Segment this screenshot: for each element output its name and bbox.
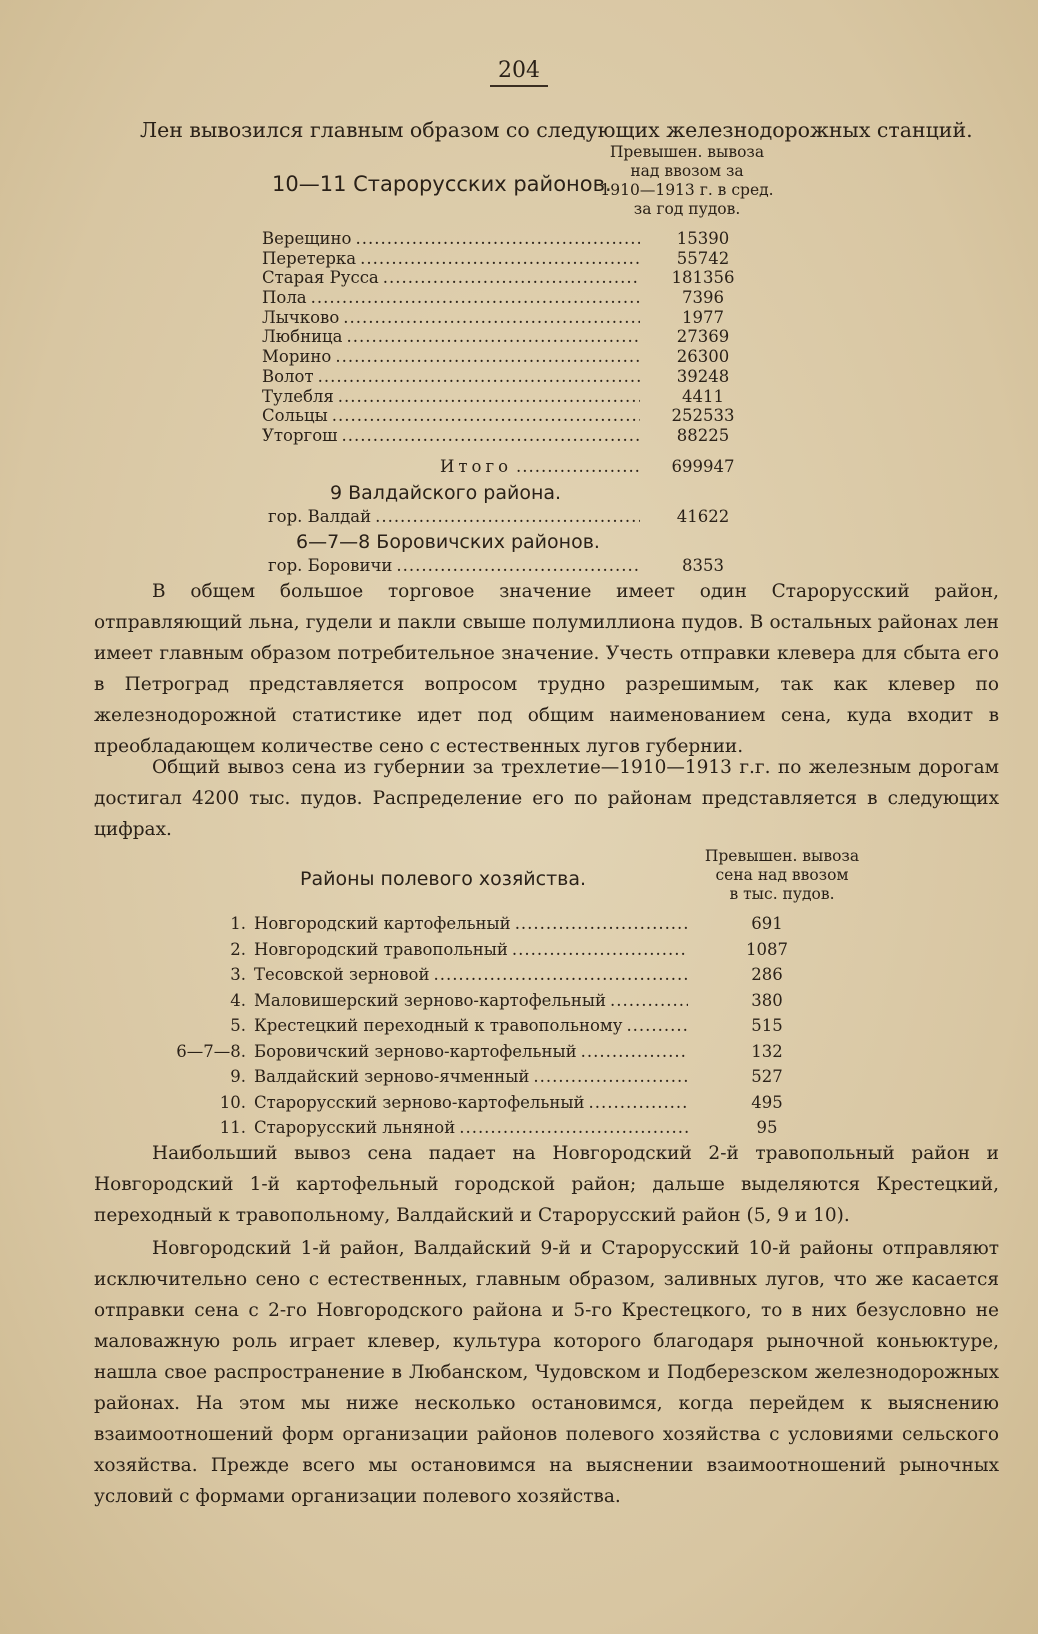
hay-column-header: Превышен. вывоза сена над ввозом в тыс. пудов. [704, 847, 860, 903]
flax-column-header: Превышен. вывоза над ввозом за 1910—1913 г. в сред. за год пудов. [600, 143, 774, 218]
flax-section-title: 10—11 Старорусских районов. [272, 172, 612, 196]
table-row: 1. Новгородский картофельный ..... 691 [212, 911, 842, 937]
table-row: Сольцы ..... 252533 [262, 406, 762, 426]
flax-total-row: Итого ..... 699947 [440, 457, 762, 477]
hay-table [176, 911, 842, 1141]
table-row: 4. Маловишерский зерново-картофельный ..... 380 [212, 988, 842, 1014]
paragraph-1: В общем большое торговое значение имеет один Старорусский район, отправляющий льна, гудели и пакли свыше полумиллиона пудов. В остальных районах лен имеет главным образом потребительное значение. Учесть отправки клевера для сбыта его в Петроград представляется вопросом трудно разрешимым, так как клевер по железнодорожной статистике идет под общим наименованием сена, куда входит в преобладающем количестве сено с естественных лугов губернии. [94, 581, 999, 757]
flax-table [262, 229, 762, 446]
borovichi-section-title: 6—7—8 Боровичских районов. [296, 531, 600, 553]
page-number: 204 [0, 58, 1038, 83]
table-row: Лычково ..... 1977 [262, 308, 762, 328]
valdai-section-title: 9 Валдайского района. [330, 482, 562, 504]
table-row: 2. Новгородский травопольный ..... 1087 [212, 937, 842, 963]
borovichi-row: гор. Боровичи ..... 8353 [268, 556, 762, 576]
valdai-row: гор. Валдай ..... 41622 [268, 507, 762, 527]
table-row: Уторгош ..... 88225 [262, 426, 762, 446]
table-row: 9. Валдайский зерново-ячменный ..... 527 [212, 1064, 842, 1090]
table-row: 11. Старорусский льняной ..... 95 [212, 1115, 842, 1141]
table-row: Любница ..... 27369 [262, 327, 762, 347]
paragraph-3: Наибольший вывоз сена падает на Новгородский 2-й травопольный район и Новгородский 1-й картофельный городской район; дальше выделяются Крестецкий, переходный к травопольному, Валдайский и Старорусский район (5, 9 и 10). [94, 1143, 999, 1226]
table-row: 10. Старорусский зерново-картофельный ..... 495 [212, 1090, 842, 1116]
table-row: Перетерка ..... 55742 [262, 249, 762, 269]
table-row: 5. Крестецкий переходный к травопольному ..... 515 [212, 1013, 842, 1039]
paragraph-2: Общий вывоз сена из губернии за трехлетие—1910—1913 г.г. по железным дорогам достигал 4200 тыс. пудов. Распределение его по районам представляется в следующих цифрах. [94, 757, 999, 840]
table-row: Старая Русса ..... 181356 [262, 268, 762, 288]
paragraph-4: Новгородский 1-й район, Валдайский 9-й и Старорусский 10-й районы отправляют исключительно сено с естественных, главным образом, заливных лугов, что же касается отправки сена с 2-го Новгородского района и 5-го Крестецкого, то в них безусловно не маловажную роль играет клевер, культура которого благодаря рыночной коньюктуре, нашла свое распространение в Любанском, Чудовском и Подберезском железнодорожных районах. На этом мы ниже несколько остановимся, когда перейдем к выяснению взаимоотношений форм организации районов полевого хозяйства с условиями сельского хозяйства. Прежде всего мы остановимся на выяснении взаимоотношений рыночных условий с формами организации полевого хозяйства. [94, 1238, 999, 1507]
table-row: Волот ..... 39248 [262, 367, 762, 387]
table-row: 3. Тесовской зерновой ..... 286 [212, 962, 842, 988]
hay-section-title: Районы полевого хозяйства. [300, 868, 587, 890]
intro-line: Лен вывозился главным образом со следующих железнодорожных станций. [140, 118, 973, 142]
table-row: Верещино ..... 15390 [262, 229, 762, 249]
table-row: Тулебля ..... 4411 [262, 387, 762, 407]
table-row: 6—7—8. Боровичский зерново-картофельный ..... 132 [212, 1039, 842, 1065]
table-row: Морино ..... 26300 [262, 347, 762, 367]
table-row: Пола ..... 7396 [262, 288, 762, 308]
